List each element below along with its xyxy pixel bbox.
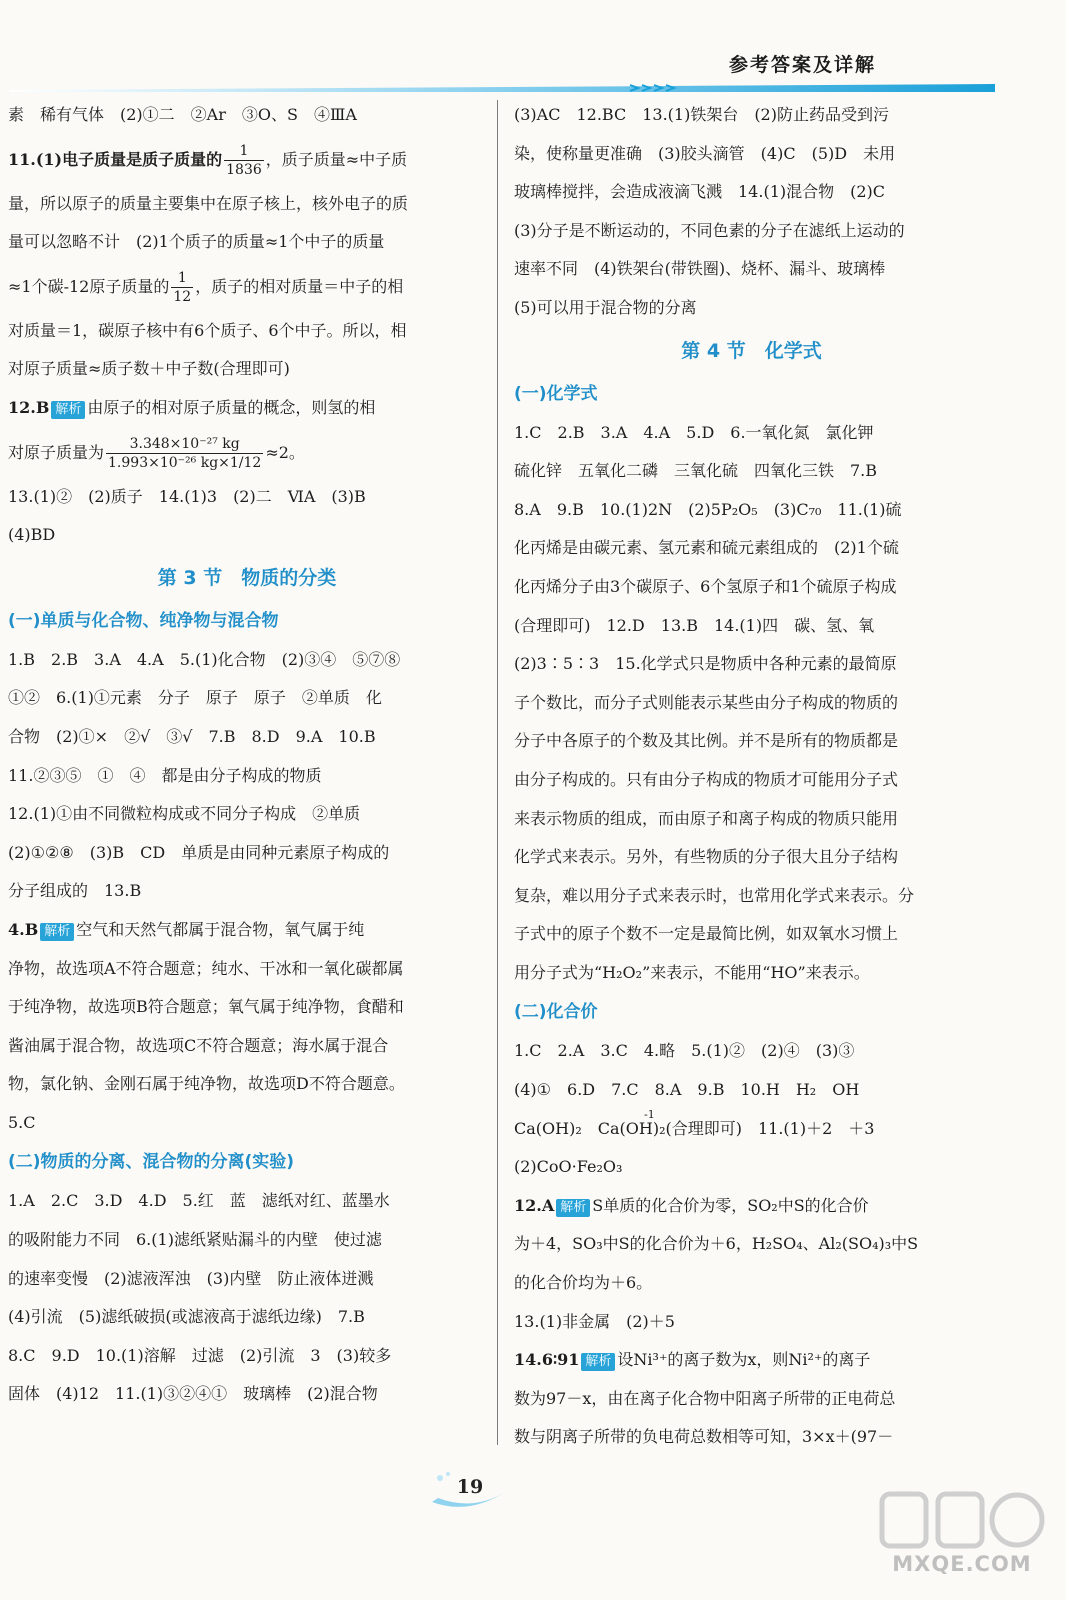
answer-line: 净物，故选项A不符合题意；纯水、干冰和一氧化碳都属 xyxy=(8,958,404,978)
answer-line: 为＋4，SO₃中S的化合价为＋6，H₂SO₄、Al₂(SO₄)₃中S xyxy=(514,1234,919,1254)
answer-line: 速率不同 (4)铁架台(带铁圈)、烧杯、漏斗、玻璃棒 xyxy=(514,259,886,279)
answer-line: 5.C xyxy=(8,1112,36,1132)
answer-line: 染，使称量更准确 (3)胶头滴管 (4)C (5)D 未用 xyxy=(514,143,896,163)
answer-line: 的速率变慢 (2)滤液浑浊 (3)内壁 防止液体迸溅 xyxy=(8,1268,374,1288)
answer-line: 分子组成的 13.B xyxy=(8,881,142,901)
left-column xyxy=(8,96,486,1414)
answer-line: 玻璃棒搅拌，会造成液滴飞溅 14.(1)混合物 (2)C xyxy=(514,182,886,202)
answer-text: ，质子质量≈中子质 xyxy=(265,149,408,169)
answer-line: (4)① 6.D 7.C 8.A 9.B 10.H H₂ OH xyxy=(514,1080,860,1100)
analysis-tag: 解析 xyxy=(556,1199,590,1217)
header-title: 参考答案及详解 xyxy=(728,54,876,76)
answer-text: S单质的化合价为零，SO₂中S的化合价 xyxy=(592,1195,869,1215)
answer-number: 12.A xyxy=(514,1195,555,1215)
fraction-numerator: 1 xyxy=(224,142,264,161)
answer-line: (3)分子是不断运动的，不同色素的分子在滤纸上运动的 xyxy=(514,220,905,240)
answer-line: (合理即可) 12.D 13.B 14.(1)四 碳、氢、氧 xyxy=(514,615,875,635)
answer-line: 素 稀有气体 (2)①二 ②Ar ③O、S ④ⅢA xyxy=(8,105,357,124)
answer-text: 11.(1)电子质量是质子质量的 xyxy=(8,149,223,169)
analysis-tag: 解析 xyxy=(51,401,85,419)
answer-text: ，质子的相对质量＝中子的相 xyxy=(195,276,404,296)
answer-line: 13.(1)② (2)质子 14.(1)3 (2)二 ⅥA (3)B xyxy=(8,486,366,506)
answer-line: 硫化锌 五氧化二磷 三氧化硫 四氧化三铁 7.B xyxy=(514,461,878,481)
answer-line: (2)3∶5∶3 15.化学式只是物质中各种元素的最简原 xyxy=(514,654,897,674)
answer-line: 合物 (2)①× ②√ ③√ 7.B 8.D 9.A 10.B xyxy=(8,726,376,746)
answer-line: 固体 (4)12 11.(1)③②④① 玻璃棒 (2)混合物 xyxy=(8,1384,378,1404)
fraction-numerator: 3.348×10⁻²⁷ kg xyxy=(106,435,263,454)
fraction-denominator: 1836 xyxy=(226,161,262,178)
answer-line: 酱油属于混合物，故选项C不符合题意；海水属于混合 xyxy=(8,1035,389,1055)
answer-line: 量可以忽略不计 (2)1个质子的质量≈1个中子的质量 xyxy=(8,232,385,252)
fraction xyxy=(106,435,263,472)
valence-mark: -1 xyxy=(644,1109,655,1121)
page-number-text: 19 xyxy=(456,1476,484,1498)
header-decorative-bar xyxy=(10,84,995,92)
answer-line: (3)AC 12.BC 13.(1)铁架台 (2)防止药品受到污 xyxy=(514,105,889,124)
answer-line: (2)①②⑧ (3)B CD 单质是由同种元素原子构成的 xyxy=(8,842,390,862)
answer-text: Ca(OH)₂ Ca(OH)₂(合理即可) 11.(1)＋2 ＋3 xyxy=(514,1118,875,1138)
answer-line: 1.C 2.A 3.C 4.略 5.(1)② (2)④ (3)③ xyxy=(514,1041,855,1061)
answer-line: 8.C 9.D 10.(1)溶解 过滤 (2)引流 3 (3)较多 xyxy=(8,1345,392,1365)
answer-line: 分子中各原子的个数及其比例。并不是所有的物质都是 xyxy=(514,731,899,751)
answer-line: 12.(1)①由不同微粒构成或不同分子构成 ②单质 xyxy=(8,804,361,824)
answer-line: 子式中的原子个数不一定是最简比例，如双氧水习惯上 xyxy=(514,924,899,944)
fraction-denominator: 12 xyxy=(173,288,192,305)
answer-text: ≈2。 xyxy=(265,442,305,462)
watermark-logo-icon xyxy=(872,1486,1052,1556)
answer-line: 复杂，难以用分子式来表示时，也常用化学式来表示。分 xyxy=(514,885,915,905)
answer-line: 数与阴离子所带的负电荷总数相等可知，3×x＋(97－ xyxy=(514,1427,894,1447)
answer-line xyxy=(514,1341,989,1380)
answer-line xyxy=(8,135,486,185)
subsection-heading: (一)化学式 xyxy=(514,383,598,404)
answer-line: (4)BD xyxy=(8,525,56,545)
right-column xyxy=(514,96,989,1457)
answer-line: (2)CoO·Fe₂O₃ xyxy=(514,1157,623,1177)
column-divider xyxy=(497,100,498,1445)
answer-line: 的化合价均为＋6。 xyxy=(514,1273,653,1293)
subsection-heading: (二)物质的分离、混合物的分离(实验) xyxy=(8,1152,295,1173)
subsection-heading: (二)化合价 xyxy=(514,1002,598,1023)
answer-line xyxy=(8,389,486,428)
answer-line xyxy=(8,911,486,950)
answer-line: 用分子式为“H₂O₂”来表示，不能用“HO”来表示。 xyxy=(514,962,870,982)
fraction xyxy=(171,269,193,306)
watermark xyxy=(872,1486,1052,1591)
section-heading: 第 3 节 物质的分类 xyxy=(157,566,337,589)
answer-line: 对质量＝1，碳原子核中有6个质子、6个中子。所以，相 xyxy=(8,320,407,340)
page-number xyxy=(428,1468,512,1512)
answer-line: ①② 6.(1)①元素 分子 原子 原子 ②单质 化 xyxy=(8,688,382,708)
answer-line: 数为97－x，由在离子化合物中阳离子所带的正电荷总 xyxy=(514,1388,896,1408)
answer-line: 于纯净物，故选项B符合题意；氧气属于纯净物，食醋和 xyxy=(8,997,404,1017)
answer-line xyxy=(514,1187,989,1226)
section-heading: 第 4 节 化学式 xyxy=(681,339,822,362)
answer-line xyxy=(514,1110,989,1149)
answer-line: 子个数比，而分子式则能表示某些由分子构成的物质的 xyxy=(514,692,899,712)
watermark-text: MXQE.COM xyxy=(892,1552,1032,1576)
answer-line: 8.A 9.B 10.(1)2N (2)5P₂O₅ (3)C₇₀ 11.(1)硫 xyxy=(514,499,902,519)
answer-number: 14.6∶91 xyxy=(514,1350,580,1370)
answer-line: 化丙烯分子由3个碳原子、6个氢原子和1个硫原子构成 xyxy=(514,576,897,596)
fraction-denominator: 1.993×10⁻²⁶ kg×1/12 xyxy=(108,454,262,471)
answer-line: (5)可以用于混合物的分离 xyxy=(514,297,697,317)
answer-line xyxy=(8,262,486,312)
answer-line: 化丙烯是由碳元素、氢元素和硫元素组成的 (2)1个硫 xyxy=(514,538,899,558)
answer-line: (4)引流 (5)滤纸破损(或滤液高于滤纸边缘) 7.B xyxy=(8,1307,365,1327)
answer-number: 4.B xyxy=(8,919,39,939)
answer-line xyxy=(8,428,486,478)
answer-line: 物，氯化钠、金刚石属于纯净物，故选项D不符合题意。 xyxy=(8,1074,405,1094)
answer-text: 对原子质量为 xyxy=(8,442,105,462)
answer-line: 的吸附能力不同 6.(1)滤纸紧贴漏斗的内壁 使过滤 xyxy=(8,1230,382,1250)
fraction xyxy=(224,142,264,179)
answer-line: 11.②③⑤ ① ④ 都是由分子构成的物质 xyxy=(8,765,322,785)
answer-line: 对原子质量≈质子数＋中子数(合理即可) xyxy=(8,359,290,379)
answer-text: 空气和天然气都属于混合物，氧气属于纯 xyxy=(76,919,365,939)
analysis-tag: 解析 xyxy=(40,923,74,941)
answer-text: 由原子的相对原子质量的概念，则氢的相 xyxy=(87,397,376,417)
answer-text: 设Ni³⁺的离子数为x，则Ni²⁺的离子 xyxy=(617,1350,871,1370)
answer-line: 1.B 2.B 3.A 4.A 5.(1)化合物 (2)③④ ⑤⑦⑧ xyxy=(8,649,401,669)
answer-number: 12.B xyxy=(8,397,50,417)
answer-line: 化学式来表示。另外，有些物质的分子很大且分子结构 xyxy=(514,847,899,867)
fraction-numerator: 1 xyxy=(171,269,193,288)
page-header xyxy=(0,0,1066,100)
answer-line: 量，所以原子的质量主要集中在原子核上，核外电子的质 xyxy=(8,193,409,213)
answer-line: 由分子构成的。只有由分子构成的物质才可能用分子式 xyxy=(514,769,899,789)
answer-line: 13.(1)非金属 (2)＋5 xyxy=(514,1311,675,1331)
answer-line: 1.A 2.C 3.D 4.D 5.红 蓝 滤纸对红、蓝墨水 xyxy=(8,1191,390,1211)
answer-text: ≈1个碳-12原子质量的 xyxy=(8,276,170,296)
subsection-heading: (一)单质与化合物、纯净物与混合物 xyxy=(8,610,279,631)
answer-line: 1.C 2.B 3.A 4.A 5.D 6.一氧化氮 氯化钾 xyxy=(514,422,874,442)
analysis-tag: 解析 xyxy=(581,1353,615,1371)
answer-line: 来表示物质的组成，而由原子和离子构成的物质只能用 xyxy=(514,808,899,828)
